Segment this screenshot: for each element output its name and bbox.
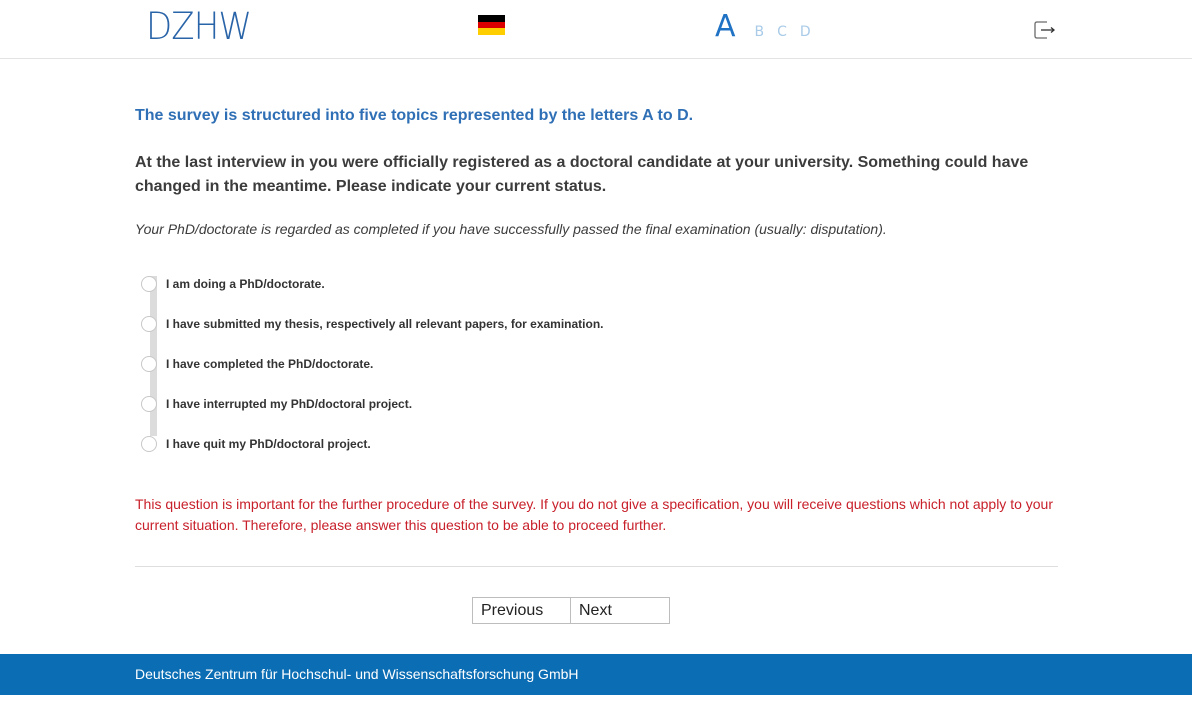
option-quit-phd[interactable]: [140, 424, 840, 464]
previous-button[interactable]: Previous: [472, 597, 571, 624]
logo-text: DZHW: [146, 5, 252, 48]
warning-message: This question is important for the further procedure of the survey. If you do not give a specification, you will receive questions which not apply to your current situation. Therefore, please answer this question to be able to proceed further.: [135, 496, 1053, 533]
option-label[interactable]: I have submitted my thesis, respectively all relevant papers, for examination.: [166, 317, 604, 331]
option-label[interactable]: I have completed the PhD/doctorate.: [166, 357, 374, 371]
footer-text: Deutsches Zentrum für Hochschul- und Wissenschaftsforschung GmbH: [135, 666, 579, 682]
question-text: At the last interview in you were officially registered as a doctoral candidate at your university. Something could have changed in the meantime. Please indicate your current status.: [135, 154, 1029, 195]
radio-button[interactable]: [141, 356, 157, 372]
german-flag-icon[interactable]: [478, 15, 505, 35]
progress-step-c: C: [777, 24, 787, 40]
option-doing-phd[interactable]: [140, 264, 840, 304]
hint-text: Your PhD/doctorate is regarded as completed if you have successfully passed the final examination (usually: disputation).: [135, 221, 887, 237]
radio-button[interactable]: [141, 276, 157, 292]
progress-indicator: [715, 9, 824, 44]
option-label[interactable]: I am doing a PhD/doctorate.: [166, 277, 325, 291]
header: [0, 0, 1192, 59]
footer: [0, 654, 1192, 695]
intro-text: The survey is structured into five topics represented by the letters A to D.: [135, 107, 694, 124]
progress-step-b: B: [754, 24, 765, 40]
radio-button[interactable]: [141, 436, 157, 452]
progress-step-a: A: [715, 9, 736, 44]
option-submitted-thesis[interactable]: [140, 304, 840, 344]
radio-button[interactable]: [141, 396, 157, 412]
status-radio-group: [140, 264, 840, 464]
next-button[interactable]: Next: [571, 597, 670, 624]
dzhw-logo[interactable]: [146, 6, 276, 48]
radio-button[interactable]: [141, 316, 157, 332]
divider: [135, 566, 1058, 567]
navigation-buttons: [472, 597, 670, 624]
exit-button[interactable]: [1033, 19, 1057, 41]
option-label[interactable]: I have interrupted my PhD/doctoral project.: [166, 397, 413, 411]
progress-step-d: D: [799, 24, 811, 40]
option-completed-phd[interactable]: [140, 344, 840, 384]
option-interrupted-phd[interactable]: [140, 384, 840, 424]
exit-icon: [1033, 19, 1057, 41]
option-label[interactable]: I have quit my PhD/doctoral project.: [166, 437, 371, 451]
